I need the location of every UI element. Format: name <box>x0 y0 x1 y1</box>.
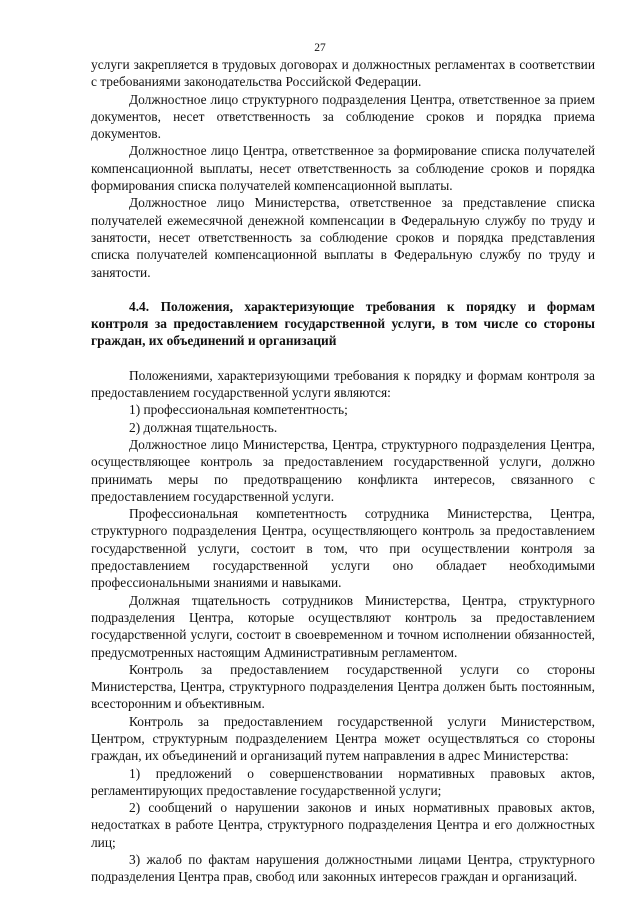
list-item: 1) предложений о совершенствовании нормативных правовых актов, регламентирующих предоставление государственной услуги; <box>91 765 595 798</box>
paragraph: Контроль за предоставлением государственной услуги Министерством, Центром, структурным подразделением Центра может осуществляться со стороны граждан, их объединений и организаций путем направления в адрес Министерства: <box>91 713 595 764</box>
paragraph: Положениями, характеризующими требования к порядку и формам контроля за предоставлением государственной услуги являются: <box>91 367 595 401</box>
list-item: 3) жалоб по фактам нарушения должностными лицами Центра, структурного подразделения Центра прав, свобод или законных интересов граждан и организаций. <box>91 852 595 885</box>
paragraph: Должностное лицо Центра, ответственное за формирование списка получателей компенсационной выплаты, несет ответственность за соблюдение сроков и порядка формирования списка получателей компенсационной выплаты. <box>91 143 595 194</box>
paragraph: Профессиональная компетентность сотрудника Министерства, Центра, структурного подразделения Центра, осуществляющего контроль за предоставлением государственной услуги, состоит в том, что при осуществлении контроля за предоставлением государственной услуги оно обладает необходимыми профессиональными знаниями и навыками. <box>91 506 595 591</box>
paragraph: Должностное лицо Министерства, ответственное за представление списка получателей ежемесячной денежной компенсации в Федеральную службу по труду и занятости, несет ответственность за соблюдение сроков и порядка представления списка получателей компенсационной выплаты в Федеральную службу по труду и занятости. <box>91 195 595 280</box>
paragraph: Контроль за предоставлением государственной услуги со стороны Министерства, Центра, структурного подразделения Центра должен быть постоянным, всесторонним и объективным. <box>91 661 595 712</box>
list-item: 1) профессиональная компетентность; <box>129 402 348 418</box>
paragraph: Должностное лицо структурного подразделения Центра, ответственное за прием документов, несет ответственность за соблюдение сроков и порядка приема документов. <box>91 91 595 142</box>
list-item: 2) сообщений о нарушении законов и иных нормативных правовых актов, недостатках в работе Центра, структурного подразделения Центра и его должностных лиц; <box>91 800 595 850</box>
paragraph: Должностное лицо Министерства, Центра, структурного подразделения Центра, осуществляющее контроль за предоставлением государственной услуги, должно принимать меры по предотвращению конфликта интересов, связанного с предоставлением государственной услуги. <box>91 436 595 504</box>
section-heading: 4.4. Положения, характеризующие требования к порядку и формам контроля за предоставлением государственной услуги, в том числе со стороны граждан, их объединений и организаций <box>91 298 595 349</box>
page-number: 27 <box>314 42 326 54</box>
document-body <box>91 56 595 886</box>
list-item: 2) должная тщательность. <box>129 419 278 435</box>
paragraph: Должная тщательность сотрудников Министерства, Центра, структурного подразделения Центра, которые осуществляют контроль за предоставлением государственной услуги, состоит в своевременном и точном исполнении обязанностей, предусмотренных настоящим Административным регламентом. <box>91 592 595 660</box>
paragraph-continuation: услуги закрепляется в трудовых договорах и должностных регламентах в соответствии с требованиями законодательства Российской Федерации. <box>91 57 595 90</box>
